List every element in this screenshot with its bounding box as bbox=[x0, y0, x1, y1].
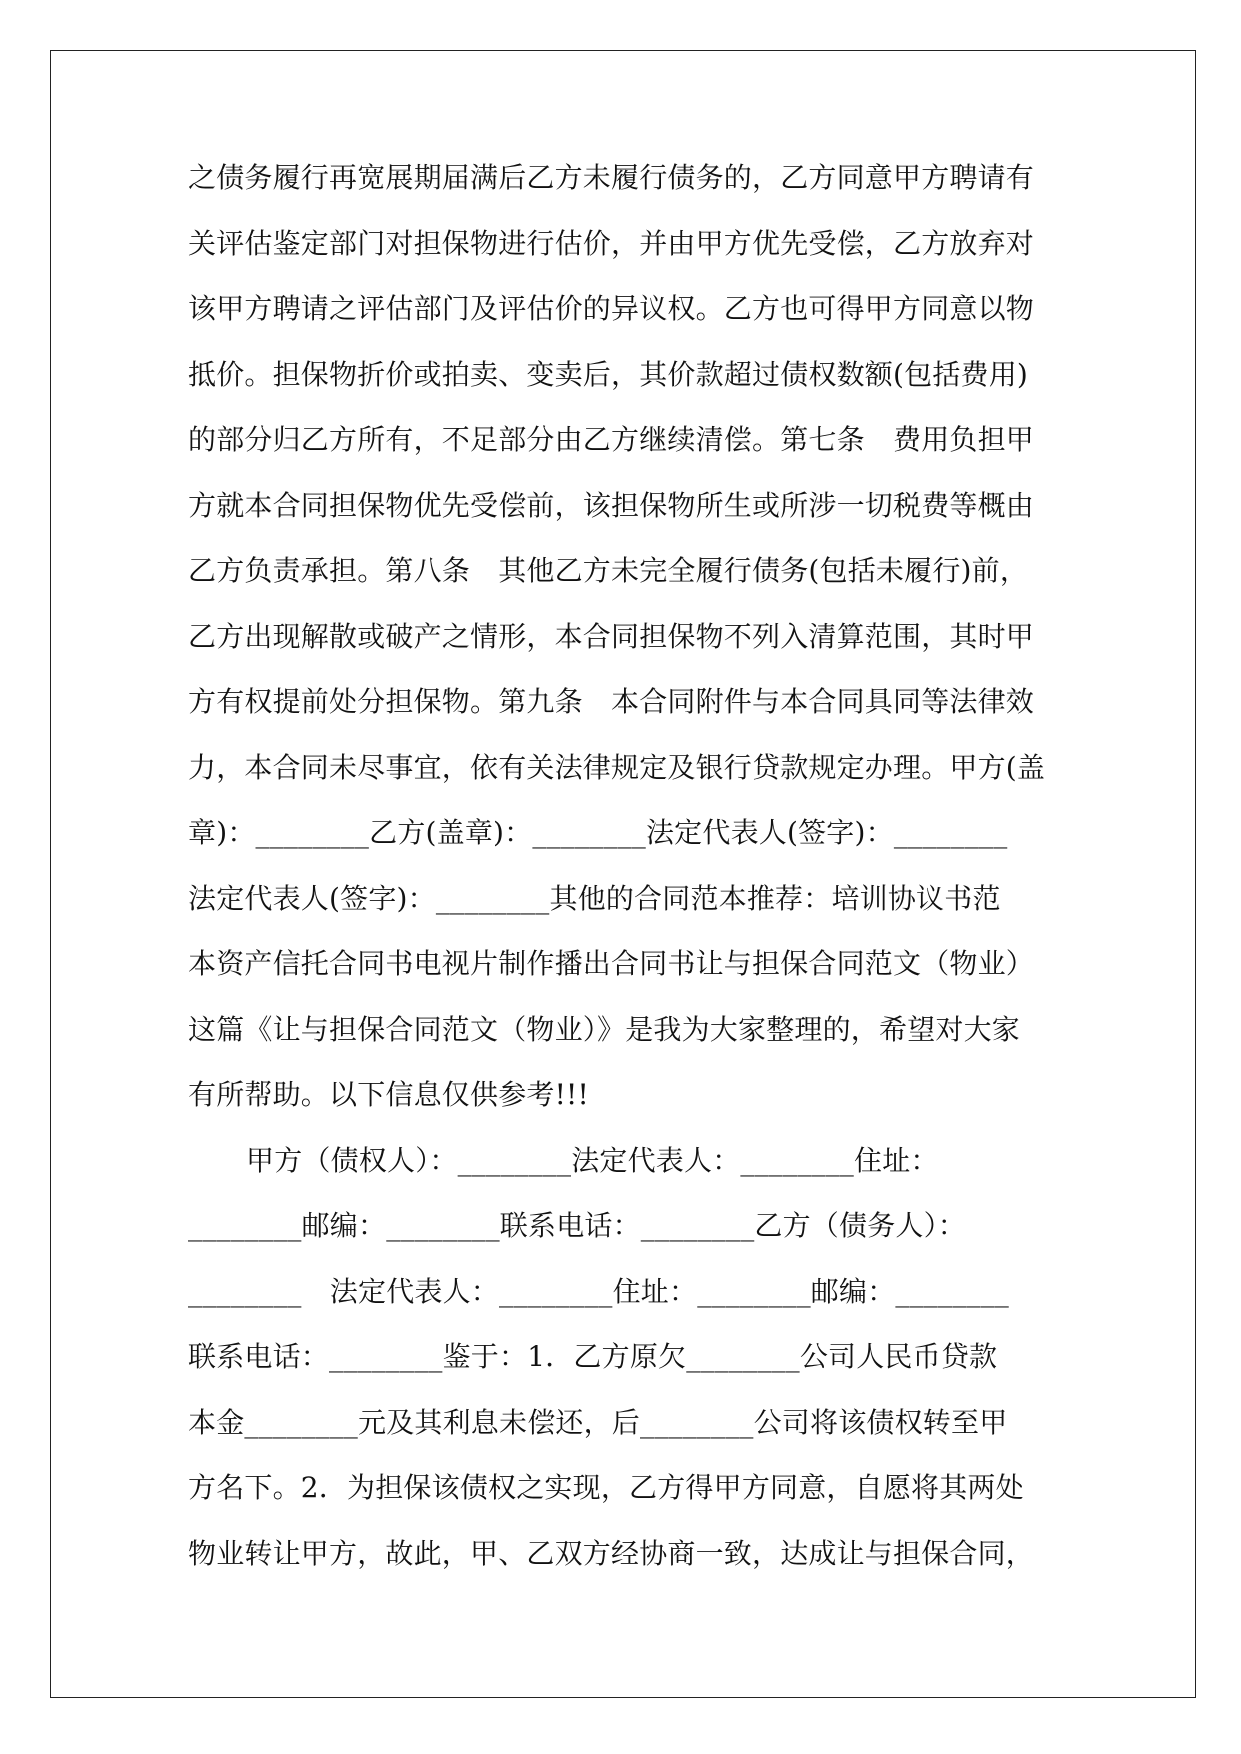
text-line: 的部分归乙方所有，不足部分由乙方继续清偿。第七条 费用负担甲 bbox=[188, 423, 1035, 456]
text-line: 本金________元及其利息未偿还，后________公司将该债权转至甲 bbox=[188, 1405, 1008, 1439]
text-line: ________邮编：________联系电话：________乙方（债务人）： bbox=[188, 1209, 967, 1242]
text-line: 方就本合同担保物优先受偿前，该担保物所生或所涉一切税费等概由 bbox=[188, 488, 1035, 522]
text-line: ________ 法定代表人：________住址：________邮编：________ bbox=[188, 1274, 1010, 1308]
text-line: 方名下。2．为担保该债权之实现，乙方得甲方同意，自愿将其两处 bbox=[188, 1471, 1024, 1504]
text-line: 有所帮助。以下信息仅供参考!!! bbox=[188, 1078, 589, 1111]
text-line: 该甲方聘请之评估部门及评估价的异议权。乙方也可得甲方同意以物 bbox=[188, 292, 1035, 325]
text-line: 物业转让甲方，故此，甲、乙双方经协商一致，达成让与担保合同， bbox=[188, 1536, 1035, 1570]
text-line: 方有权提前处分担保物。第九条 本合同附件与本合同具同等法律效 bbox=[188, 685, 1035, 718]
text-line: 关评估鉴定部门对担保物进行估价，并由甲方优先受偿，乙方放弃对 bbox=[188, 226, 1035, 260]
text-line: 法定代表人(签字)：________其他的合同范本推荐：培训协议书范 bbox=[188, 881, 1001, 915]
text-line: 这篇《让与担保合同范文（物业）》是我为大家整理的，希望对大家 bbox=[188, 1012, 1021, 1046]
text-line: 乙方出现解散或破产之情形，本合同担保物不列入清算范围，其时甲 bbox=[188, 619, 1035, 653]
text-line: 抵价。担保物折价或拍卖、变卖后，其价款超过债权数额(包括费用) bbox=[188, 357, 1029, 391]
document-body bbox=[188, 156, 1068, 1597]
text-line: 甲方（债权人）：________法定代表人：________住址： bbox=[246, 1143, 939, 1177]
text-line: 力，本合同未尽事宜，依有关法律规定及银行贷款规定办理。甲方(盖 bbox=[188, 750, 1046, 784]
text-line: 乙方负责承担。第八条 其他乙方未完全履行债务(包括未履行)前， bbox=[188, 554, 1029, 587]
text-line: 章)：________乙方(盖章)：________法定代表人(签字)：________ bbox=[188, 816, 1008, 849]
text-line: 本资产信托合同书电视片制作播出合同书让与担保合同范文（物业） bbox=[188, 947, 1035, 980]
text-line: 联系电话：________鉴于：1．乙方原欠________公司人民币贷款 bbox=[188, 1340, 998, 1373]
text-line: 之债务履行再宽展期届满后乙方未履行债务的，乙方同意甲方聘请有 bbox=[188, 161, 1035, 194]
